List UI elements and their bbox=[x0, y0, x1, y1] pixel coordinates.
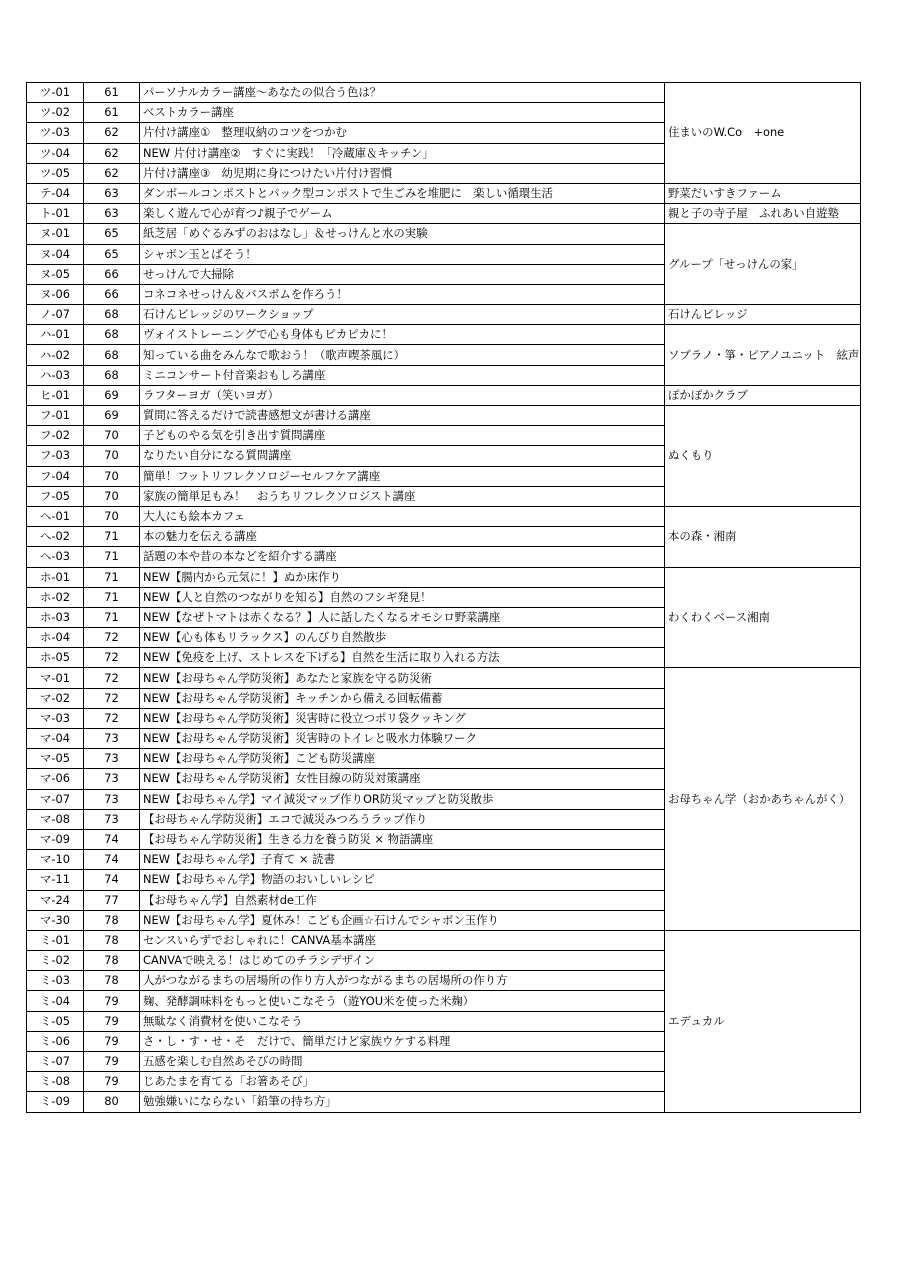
course-title-cell: NEW【お母ちゃん学防災術】災害時に役立つポリ袋クッキング bbox=[140, 708, 665, 728]
organization-cell: ソプラノ・箏・ピアノユニット 絃声 bbox=[665, 325, 861, 386]
page-number-cell: 73 bbox=[84, 729, 140, 749]
course-title-cell: NEW【お母ちゃん学防災術】あなたと家族を守る防災術 bbox=[140, 668, 665, 688]
page-number-cell: 70 bbox=[84, 506, 140, 526]
page-number-cell: 72 bbox=[84, 648, 140, 668]
course-list-sheet bbox=[26, 82, 860, 1113]
table-row bbox=[27, 567, 861, 587]
table-row bbox=[27, 668, 861, 688]
course-title-cell: ダンボールコンポストとパック型コンポストで生ごみを堆肥に 楽しい循環生活 bbox=[140, 183, 665, 203]
course-title-cell: NEW【お母ちゃん学防災術】女性目線の防災対策講座 bbox=[140, 769, 665, 789]
organization-cell: ぽかぽかクラブ bbox=[665, 385, 861, 405]
table-row bbox=[27, 305, 861, 325]
page-number-cell: 73 bbox=[84, 809, 140, 829]
course-code-cell: ミ-04 bbox=[27, 991, 84, 1011]
course-code-cell: ヌ-06 bbox=[27, 284, 84, 304]
organization-cell: 野菜だいすきファーム bbox=[665, 183, 861, 203]
page-number-cell: 72 bbox=[84, 628, 140, 648]
organization-cell: ぬくもり bbox=[665, 406, 861, 507]
course-title-cell: 【お母ちゃん学防災術】生きる力を養う防災 × 物語講座 bbox=[140, 829, 665, 849]
page-number-cell: 79 bbox=[84, 1011, 140, 1031]
table-row bbox=[27, 506, 861, 526]
course-title-cell: NEW【お母ちゃん学】物語のおいしいレシピ bbox=[140, 870, 665, 890]
course-code-cell: マ-02 bbox=[27, 688, 84, 708]
course-code-cell: フ-01 bbox=[27, 406, 84, 426]
organization-cell: グループ「せっけんの家」 bbox=[665, 224, 861, 305]
course-code-cell: ツ-02 bbox=[27, 103, 84, 123]
page-number-cell: 71 bbox=[84, 527, 140, 547]
course-code-cell: ハ-03 bbox=[27, 365, 84, 385]
course-title-cell: NEW【お母ちゃん学防災術】キッチンから備える回転備蓄 bbox=[140, 688, 665, 708]
course-title-cell: センスいらずでおしゃれに！CANVA基本講座 bbox=[140, 930, 665, 950]
course-code-cell: ミ-03 bbox=[27, 971, 84, 991]
course-title-cell: 質問に答えるだけで読書感想文が書ける講座 bbox=[140, 406, 665, 426]
page-number-cell: 70 bbox=[84, 466, 140, 486]
course-title-cell: シャボン玉とばそう！ bbox=[140, 244, 665, 264]
page-number-cell: 68 bbox=[84, 365, 140, 385]
page-number-cell: 78 bbox=[84, 951, 140, 971]
course-code-cell: ミ-08 bbox=[27, 1072, 84, 1092]
course-code-cell: へ-01 bbox=[27, 506, 84, 526]
course-title-cell: 石けんビレッジのワークショップ bbox=[140, 305, 665, 325]
course-title-cell: NEW【なぜトマトは赤くなる？】人に話したくなるオモシロ野菜講座 bbox=[140, 607, 665, 627]
page-number-cell: 77 bbox=[84, 890, 140, 910]
page-number-cell: 74 bbox=[84, 850, 140, 870]
organization-cell: 親と子の寺子屋 ふれあい自遊塾 bbox=[665, 204, 861, 224]
course-title-cell: ベストカラー講座 bbox=[140, 103, 665, 123]
course-code-cell: ハ-01 bbox=[27, 325, 84, 345]
table-row bbox=[27, 224, 861, 244]
page-number-cell: 78 bbox=[84, 910, 140, 930]
course-code-cell: ミ-02 bbox=[27, 951, 84, 971]
page-number-cell: 69 bbox=[84, 385, 140, 405]
page-number-cell: 79 bbox=[84, 991, 140, 1011]
organization-cell: お母ちゃん学（おかあちゃんがく） bbox=[665, 668, 861, 930]
course-code-cell: ト-01 bbox=[27, 204, 84, 224]
page-number-cell: 61 bbox=[84, 103, 140, 123]
course-title-cell: NEW【免疫を上げ、ストレスを下げる】自然を生活に取り入れる方法 bbox=[140, 648, 665, 668]
page-number-cell: 71 bbox=[84, 547, 140, 567]
page-number-cell: 72 bbox=[84, 688, 140, 708]
course-title-cell: NEW【お母ちゃん学防災術】こども防災講座 bbox=[140, 749, 665, 769]
course-title-cell: 大人にも絵本カフェ bbox=[140, 506, 665, 526]
course-code-cell: ツ-03 bbox=[27, 123, 84, 143]
course-title-cell: 子どものやる気を引き出す質問講座 bbox=[140, 426, 665, 446]
course-title-cell: ヴォイストレーニングで心も身体もピカピカに！ bbox=[140, 325, 665, 345]
course-title-cell: 勉強嫌いにならない「鉛筆の持ち方」 bbox=[140, 1092, 665, 1112]
course-title-cell: ラフターヨガ（笑いヨガ） bbox=[140, 385, 665, 405]
page-number-cell: 79 bbox=[84, 1052, 140, 1072]
table-row bbox=[27, 325, 861, 345]
course-title-cell: 家族の簡単足もみ！ おうちリフレクソロジスト講座 bbox=[140, 486, 665, 506]
table-row bbox=[27, 183, 861, 203]
course-title-cell: NEW【お母ちゃん学】マイ減災マップ作りOR防災マップと防災散歩 bbox=[140, 789, 665, 809]
course-title-cell: 【お母ちゃん学防災術】エコで減災みつろうラップ作り bbox=[140, 809, 665, 829]
organization-cell: 本の森・湘南 bbox=[665, 506, 861, 567]
course-code-cell: ミ-01 bbox=[27, 930, 84, 950]
page-number-cell: 73 bbox=[84, 769, 140, 789]
course-title-cell: NEW【お母ちゃん学】子育て × 読書 bbox=[140, 850, 665, 870]
page-number-cell: 80 bbox=[84, 1092, 140, 1112]
page-number-cell: 63 bbox=[84, 183, 140, 203]
course-title-cell: 麹、発酵調味料をもっと使いこなそう（遊YOU米を使った米麹） bbox=[140, 991, 665, 1011]
page-number-cell: 65 bbox=[84, 244, 140, 264]
table-row bbox=[27, 930, 861, 950]
course-code-cell: マ-30 bbox=[27, 910, 84, 930]
course-code-cell: ミ-05 bbox=[27, 1011, 84, 1031]
course-title-cell: CANVAで映える！はじめてのチラシデザイン bbox=[140, 951, 665, 971]
course-title-cell: NEW 片付け講座② すぐに実践！「冷蔵庫＆キッチン」 bbox=[140, 143, 665, 163]
course-code-cell: マ-24 bbox=[27, 890, 84, 910]
course-code-cell: マ-06 bbox=[27, 769, 84, 789]
course-title-cell: NEW【心も体もリラックス】のんびり自然散歩 bbox=[140, 628, 665, 648]
course-title-cell: ミニコンサート付音楽おもしろ講座 bbox=[140, 365, 665, 385]
page-number-cell: 62 bbox=[84, 143, 140, 163]
course-title-cell: 話題の本や昔の本などを紹介する講座 bbox=[140, 547, 665, 567]
course-title-cell: 本の魅力を伝える講座 bbox=[140, 527, 665, 547]
course-code-cell: マ-09 bbox=[27, 829, 84, 849]
course-code-cell: ツ-05 bbox=[27, 163, 84, 183]
page-number-cell: 68 bbox=[84, 325, 140, 345]
page-number-cell: 71 bbox=[84, 587, 140, 607]
course-title-cell: 無駄なく消費材を使いこなそう bbox=[140, 1011, 665, 1031]
page-number-cell: 62 bbox=[84, 163, 140, 183]
page-number-cell: 71 bbox=[84, 567, 140, 587]
organization-cell: エデュカル bbox=[665, 930, 861, 1112]
course-title-cell: 簡単！フットリフレクソロジーセルフケア講座 bbox=[140, 466, 665, 486]
page-number-cell: 71 bbox=[84, 607, 140, 627]
page-number-cell: 69 bbox=[84, 406, 140, 426]
course-table-body bbox=[27, 83, 861, 1113]
course-title-cell: せっけんで大掃除 bbox=[140, 264, 665, 284]
course-title-cell: 人がつながるまちの居場所の作り方人がつながるまちの居場所の作り方 bbox=[140, 971, 665, 991]
course-code-cell: テ-04 bbox=[27, 183, 84, 203]
course-code-cell: ミ-07 bbox=[27, 1052, 84, 1072]
course-code-cell: マ-03 bbox=[27, 708, 84, 728]
course-code-cell: ホ-04 bbox=[27, 628, 84, 648]
page-number-cell: 68 bbox=[84, 345, 140, 365]
page-number-cell: 79 bbox=[84, 1031, 140, 1051]
course-code-cell: ミ-09 bbox=[27, 1092, 84, 1112]
course-title-cell: コネコネせっけん＆バスボムを作ろう！ bbox=[140, 284, 665, 304]
page-number-cell: 66 bbox=[84, 264, 140, 284]
course-code-cell: へ-02 bbox=[27, 527, 84, 547]
course-code-cell: マ-05 bbox=[27, 749, 84, 769]
course-code-cell: ミ-06 bbox=[27, 1031, 84, 1051]
page-number-cell: 73 bbox=[84, 749, 140, 769]
page-number-cell: 72 bbox=[84, 708, 140, 728]
page-number-cell: 78 bbox=[84, 971, 140, 991]
page-number-cell: 79 bbox=[84, 1072, 140, 1092]
course-code-cell: マ-07 bbox=[27, 789, 84, 809]
course-title-cell: 片付け講座① 整理収納のコツをつかむ bbox=[140, 123, 665, 143]
course-code-cell: ホ-02 bbox=[27, 587, 84, 607]
course-code-cell: マ-11 bbox=[27, 870, 84, 890]
course-code-cell: ノ-07 bbox=[27, 305, 84, 325]
page-number-cell: 62 bbox=[84, 123, 140, 143]
course-code-cell: ヌ-04 bbox=[27, 244, 84, 264]
course-code-cell: ヒ-01 bbox=[27, 385, 84, 405]
table-row bbox=[27, 406, 861, 426]
course-title-cell: NEW【人と自然のつながりを知る】自然のフシギ発見！ bbox=[140, 587, 665, 607]
course-code-cell: ヌ-05 bbox=[27, 264, 84, 284]
course-code-cell: マ-08 bbox=[27, 809, 84, 829]
table-row bbox=[27, 385, 861, 405]
page-number-cell: 70 bbox=[84, 426, 140, 446]
organization-cell: 石けんビレッジ bbox=[665, 305, 861, 325]
course-code-cell: ツ-01 bbox=[27, 83, 84, 103]
course-table bbox=[26, 82, 861, 1113]
course-code-cell: フ-03 bbox=[27, 446, 84, 466]
course-code-cell: ホ-05 bbox=[27, 648, 84, 668]
page-number-cell: 68 bbox=[84, 305, 140, 325]
course-title-cell: 知っている曲をみんなで歌おう！（歌声喫茶風に） bbox=[140, 345, 665, 365]
course-title-cell: NEW【腸内から元気に！】ぬか床作り bbox=[140, 567, 665, 587]
course-code-cell: マ-01 bbox=[27, 668, 84, 688]
course-code-cell: フ-05 bbox=[27, 486, 84, 506]
course-code-cell: ホ-01 bbox=[27, 567, 84, 587]
page-number-cell: 66 bbox=[84, 284, 140, 304]
course-title-cell: 楽しく遊んで心が育つ♪親子でゲーム bbox=[140, 204, 665, 224]
course-title-cell: 片付け講座③ 幼児期に身につけたい片付け習慣 bbox=[140, 163, 665, 183]
page-number-cell: 63 bbox=[84, 204, 140, 224]
course-title-cell: 【お母ちゃん学】自然素材de工作 bbox=[140, 890, 665, 910]
course-code-cell: ホ-03 bbox=[27, 607, 84, 627]
course-code-cell: マ-04 bbox=[27, 729, 84, 749]
course-title-cell: 紙芝居「めぐるみずのおはなし」＆せっけんと水の実験 bbox=[140, 224, 665, 244]
course-code-cell: ツ-04 bbox=[27, 143, 84, 163]
course-code-cell: へ-03 bbox=[27, 547, 84, 567]
course-code-cell: ハ-02 bbox=[27, 345, 84, 365]
course-title-cell: さ・し・す・せ・そ だけで、簡単だけど家族ウケする料理 bbox=[140, 1031, 665, 1051]
course-title-cell: パーソナルカラー講座～あなたの似合う色は？ bbox=[140, 83, 665, 103]
page-number-cell: 65 bbox=[84, 224, 140, 244]
page-number-cell: 78 bbox=[84, 930, 140, 950]
page-number-cell: 74 bbox=[84, 870, 140, 890]
course-code-cell: マ-10 bbox=[27, 850, 84, 870]
course-title-cell: なりたい自分になる質問講座 bbox=[140, 446, 665, 466]
course-code-cell: フ-02 bbox=[27, 426, 84, 446]
table-row bbox=[27, 204, 861, 224]
course-title-cell: NEW【お母ちゃん学防災術】災害時のトイレと吸水力体験ワーク bbox=[140, 729, 665, 749]
organization-cell: 住まいのW.Co +one bbox=[665, 83, 861, 184]
course-title-cell: NEW【お母ちゃん学】夏休み！こども企画☆石けんでシャボン玉作り bbox=[140, 910, 665, 930]
page-number-cell: 61 bbox=[84, 83, 140, 103]
page-number-cell: 70 bbox=[84, 446, 140, 466]
course-title-cell: 五感を楽しむ自然あそびの時間 bbox=[140, 1052, 665, 1072]
course-title-cell: じあたまを育てる「お箸あそび」 bbox=[140, 1072, 665, 1092]
page-number-cell: 73 bbox=[84, 789, 140, 809]
page-number-cell: 72 bbox=[84, 668, 140, 688]
table-row bbox=[27, 83, 861, 103]
page-number-cell: 70 bbox=[84, 486, 140, 506]
organization-cell: わくわくベース湘南 bbox=[665, 567, 861, 668]
course-code-cell: ヌ-01 bbox=[27, 224, 84, 244]
course-code-cell: フ-04 bbox=[27, 466, 84, 486]
page-number-cell: 74 bbox=[84, 829, 140, 849]
